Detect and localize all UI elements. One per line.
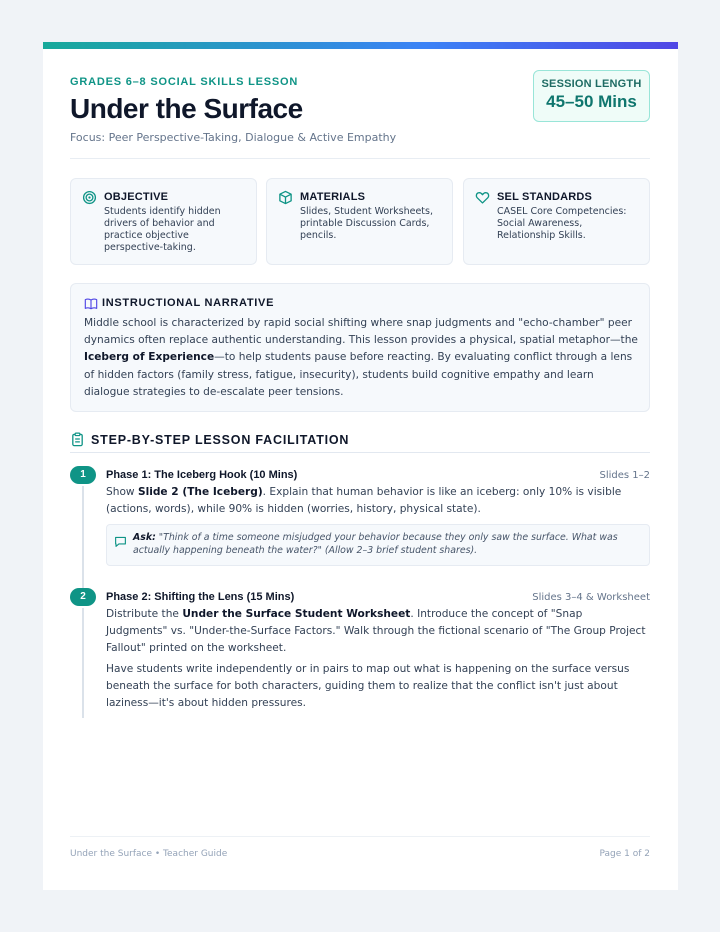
footer-left: Under the Surface • Teacher Guide — [70, 849, 228, 859]
narrative-text: Middle school is characterized by rapid social shifting where snap judgments and "echo-chamber" peer dynamics often replace authentic understanding. This lesson provides a physical, spatial metaphor—the Iceberg of Experience—to help students pause before reacting. By evaluating conflict through a lens of hidden factors (family stress, fatigue, insecurity), students build cognitive empathy and learn dialogue strategies to de-escalate peer tensions. — [84, 317, 638, 398]
card-body: Slides, Student Worksheets, printable Discussion Cards, pencils. — [300, 206, 433, 241]
narrative-bold: Iceberg of Experience — [84, 351, 215, 364]
section-title: STEP-BY-STEP LESSON FACILITATION — [91, 433, 350, 447]
top-gradient-bar — [43, 42, 678, 49]
card-title: SEL STANDARDS — [497, 191, 593, 203]
card-body: CASEL Core Competencies: Social Awareness, Relationship Skills. — [497, 206, 627, 241]
session-length-label: SESSION LENGTH — [541, 78, 642, 90]
phase-description: Distribute the Under the Surface Student Worksheet. Introduce the concept of "Snap Judgments" vs. "Under-the-Surface Factors." Walk through the fictional scenario of "The Group Project Fallout" printed on the worksheet. — [106, 608, 646, 655]
chat-bubble-icon — [114, 535, 127, 548]
phase-slides: Slides 1–2 — [599, 470, 650, 481]
divider — [70, 158, 650, 159]
target-icon — [82, 190, 97, 205]
phase-slides: Slides 3–4 & Worksheet — [532, 592, 650, 603]
session-length-value: 45–50 Mins — [546, 92, 637, 111]
timeline-rail — [82, 486, 84, 594]
book-icon — [84, 297, 98, 311]
info-cards — [70, 178, 650, 265]
session-length-badge — [533, 70, 650, 122]
objective-card — [70, 178, 257, 265]
page-title: Under the Surface — [70, 93, 303, 124]
phase-title: Phase 1: The Iceberg Hook (10 Mins) — [106, 469, 298, 481]
phase-title: Phase 2: Shifting the Lens (15 Mins) — [106, 591, 295, 603]
section-divider — [70, 452, 650, 453]
phase-number: 2 — [70, 588, 96, 606]
materials-card — [266, 178, 453, 265]
phase-activity-text: Have students write independently or in pairs to map out what is happening on the surface versus beneath the surface for both characters, guiding them to realize that the conflict isn't just about laziness—it's about hidden pressures. — [106, 663, 630, 710]
ask-callout — [106, 524, 650, 566]
sel-standards-card — [463, 178, 650, 265]
instructional-narrative — [70, 283, 650, 412]
phase-description: Show Slide 2 (The Iceberg). Explain that human behavior is like an iceberg: only 10% is visible (actions, words), while 90% is hidden (worries, history, physical state). — [106, 486, 622, 516]
clipboard-icon — [70, 432, 85, 447]
focus-line: Focus: Peer Perspective-Taking, Dialogue & Active Empathy — [70, 131, 397, 144]
page-number: Page 1 of 2 — [599, 849, 650, 859]
footer-divider — [70, 836, 650, 837]
phase-number: 1 — [70, 466, 96, 484]
grade-label: GRADES 6–8 SOCIAL SKILLS LESSON — [70, 76, 299, 88]
box-icon — [278, 190, 293, 205]
card-body: Students identify hidden drivers of behavior and practice objective perspective-taking. — [104, 206, 221, 253]
card-title: MATERIALS — [300, 191, 366, 203]
heart-icon — [475, 190, 490, 205]
timeline-rail — [82, 608, 84, 718]
ask-text: Ask: "Think of a time someone misjudged your behavior because they only saw the surface. What was actually happening beneath the water?" (Allow 2–3 brief student shares). — [133, 532, 618, 556]
lesson-page — [43, 42, 678, 890]
card-title: OBJECTIVE — [104, 191, 169, 203]
narrative-title: INSTRUCTIONAL NARRATIVE — [102, 297, 275, 309]
